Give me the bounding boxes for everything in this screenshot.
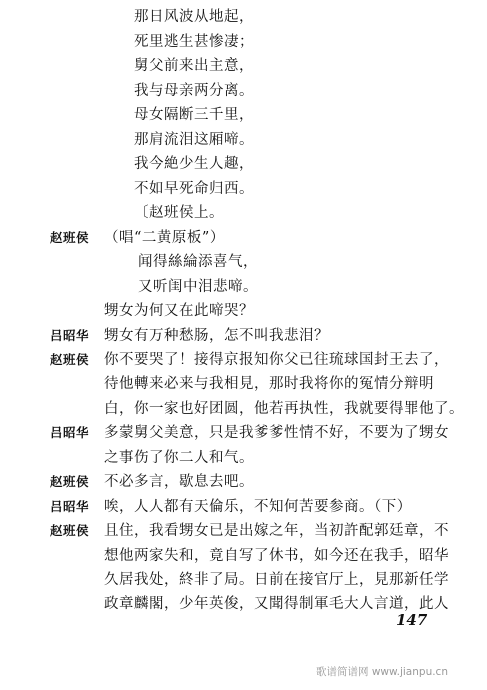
speaker-name: 赵班侯 — [50, 474, 90, 489]
speaker-name: 赵班侯 — [50, 352, 90, 367]
stage-direction: 〔赵班侯上。 — [134, 205, 224, 221]
speaker-name: 吕昭华 — [50, 425, 90, 440]
dialogue-line: 你不要哭了！接得京报知你父已往琉球国封王去了， — [104, 352, 449, 368]
verse-line: 闻得絲綸添喜气， — [138, 254, 258, 270]
dialogue-line: 多蒙舅父美意，只是我爹爹性情不好，不要为了甥女 — [104, 425, 449, 441]
speaker-name: 吕昭华 — [50, 328, 90, 343]
page-number: 147 — [396, 611, 428, 629]
dialogue-line: 唉，人人都有天倫乐，不知何苦要参商。（下） — [104, 499, 412, 515]
speaker-name: 吕昭华 — [50, 499, 90, 514]
dialogue-line: 待他轉来必来与我相見，那时我将你的冤情分辩明 — [104, 376, 434, 392]
watermark: 歌谱简谱网 www.jianpu.cn — [316, 666, 448, 678]
dialogue-line: 不必多言，歇息去吧。 — [104, 474, 254, 490]
verse-line: 我与母亲两分离。 — [134, 83, 254, 99]
dialogue-line: 且住，我看甥女已是出嫁之年，当初許配郭廷章，不 — [104, 523, 449, 539]
stage-direction: （唱“二黄原板”） — [104, 230, 225, 246]
dialogue-line: 之事伤了你二人和气。 — [104, 450, 254, 466]
verse-line: 死里逃生甚惨凄； — [134, 34, 254, 50]
verse-line: 那肩流泪这厢啼。 — [134, 132, 254, 148]
speaker-name: 赵班侯 — [50, 523, 90, 538]
speaker-name: 赵班侯 — [50, 230, 90, 245]
verse-line: 我今絶少生人趣， — [134, 156, 254, 172]
verse-line: 不如早死命归西。 — [134, 181, 254, 197]
verse-line: 那日风波从地起， — [134, 9, 254, 25]
dialogue-line: 政章麟閣，少年英俊，又聞得制軍毛大人言道，此人 — [104, 596, 449, 612]
verse-line: 舅父前来出主意， — [134, 58, 254, 74]
dialogue-line: 想他两家失和，竟自写了休书，如今还在我手，昭华 — [104, 548, 449, 564]
dialogue-line: 甥女有万种愁肠，怎不叫我悲泪？ — [104, 328, 329, 344]
dialogue-line: 白，你一家也好团圆，他若再执性，我就要得罪他了。 — [104, 401, 464, 417]
verse-line: 又听闺中泪悲啼。 — [138, 279, 258, 295]
dialogue-line: 甥女为何又在此啼哭？ — [104, 303, 254, 319]
dialogue-line: 久居我处，終非了局。日前在接官厅上，見那新任学 — [104, 572, 449, 588]
verse-line: 母女隔断三千里， — [134, 107, 254, 123]
